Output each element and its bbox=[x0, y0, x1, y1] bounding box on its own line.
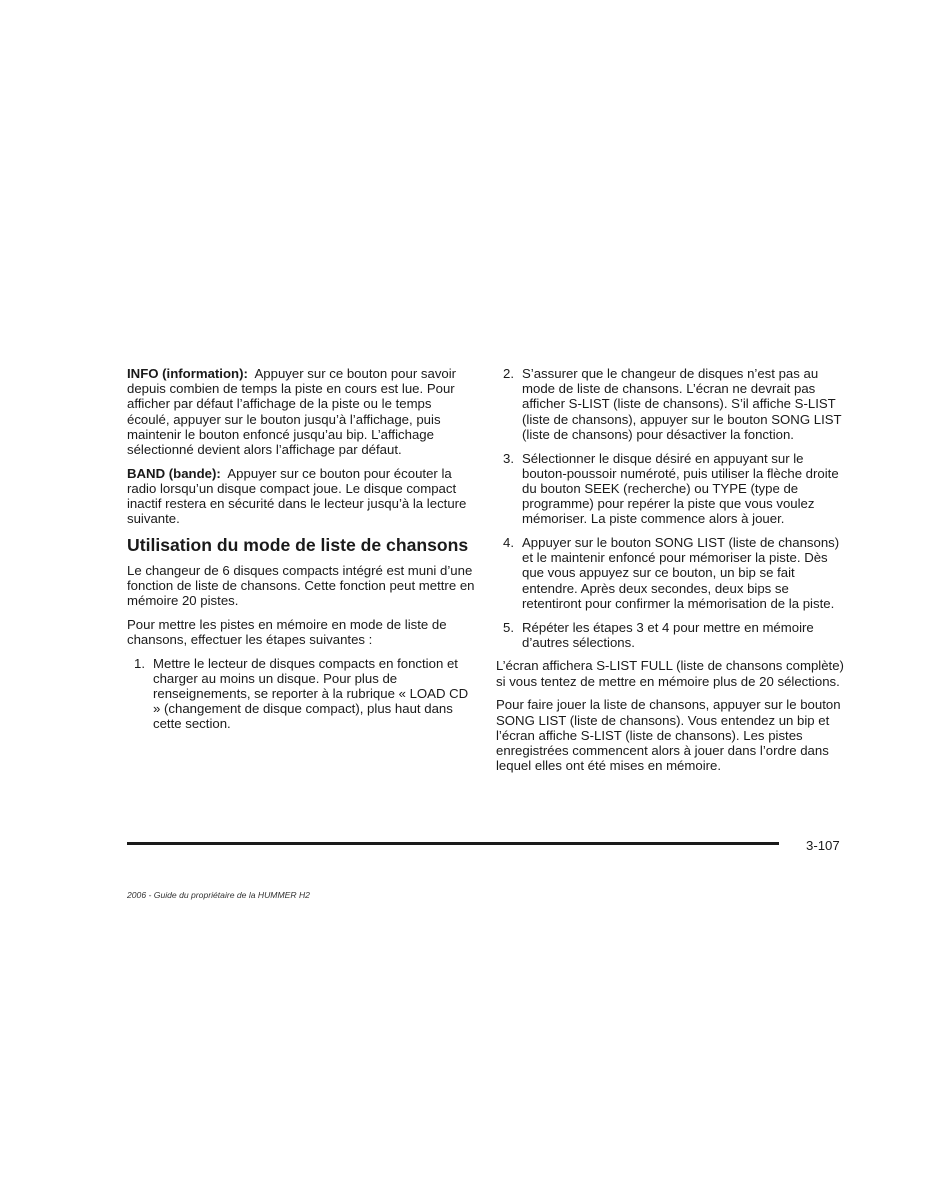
step-number: 2. bbox=[503, 366, 514, 381]
right-column bbox=[496, 366, 846, 782]
step-text: Répéter les étapes 3 et 4 pour mettre en mémoire d’autres sélections. bbox=[522, 619, 814, 650]
step-text: S’assurer que le changeur de disques n’est pas au mode de liste de chansons. L’écran ne devrait pas afficher S-LIST (liste de chansons). S’il affiche S-LIST (liste de chansons), appuyer sur le bouton SONG LIST (liste de chansons) pour désactiver la fonction. bbox=[522, 366, 842, 442]
step-number: 4. bbox=[503, 535, 514, 551]
page-number: 3-107 bbox=[806, 838, 840, 853]
steps-list-right bbox=[496, 366, 846, 650]
steps-list-left bbox=[127, 656, 475, 732]
full-list-paragraph: L’écran affichera S-LIST FULL (liste de chansons complète) si vous tentez de mettre en mémoire plus de 20 sélections. bbox=[496, 658, 844, 689]
step-text: Appuyer sur le bouton SONG LIST (liste de chansons) et le maintenir enfoncé pour mémoriser la piste. Dès que vous appuyez sur ce bouton, un bip se fait entendre. Après deux secondes, deux bips se retentiront pour confirmer la mémorisation de la piste. bbox=[522, 535, 840, 611]
section-heading: Utilisation du mode de liste de chansons bbox=[127, 534, 469, 555]
step-text: Mettre le lecteur de disques compacts en fonction et charger au moins un disque. Pour plus de renseignements, se reporter à la rubrique « LOAD CD » (changement de disque compact), plus haut dans cette section. bbox=[153, 655, 469, 732]
list-item bbox=[496, 620, 846, 650]
info-text: Appuyer sur ce bouton pour savoir depuis combien de temps la piste en cours est lue. Pour afficher par défaut l’affichage de la piste ou le temps écoulé, appuyer sur le bouton jusqu’à l’affichage, puis maintenir le bouton enfoncé jusqu’au bip. L’affichage sélectionné devient alors l’affichage par défaut. bbox=[127, 366, 457, 458]
footer-text: 2006 - Guide du propriétaire de la HUMMER H2 bbox=[127, 890, 310, 900]
band-paragraph bbox=[127, 466, 475, 527]
step-number: 1. bbox=[134, 655, 145, 671]
left-column bbox=[127, 366, 475, 740]
step-number: 5. bbox=[503, 619, 514, 635]
band-label: BAND (bande): bbox=[127, 465, 221, 481]
play-list-paragraph: Pour faire jouer la liste de chansons, appuyer sur le bouton SONG LIST (liste de chansons). Vous entendez un bip et l’écran affiche S-LIST (liste de chansons). Les pistes enregistrées commencent alors à jouer dans l’ordre dans lequel elles ont été mises en mémoire. bbox=[496, 697, 841, 774]
list-item bbox=[496, 535, 846, 611]
info-paragraph bbox=[127, 366, 475, 457]
list-item bbox=[496, 366, 846, 442]
band-text: Appuyer sur ce bouton pour écouter la radio lorsqu’un disque compact joue. Le disque compact inactif restera en sécurité dans le lecteur jusqu’à la lecture suivante. bbox=[127, 465, 467, 527]
info-label: INFO (information): bbox=[127, 366, 248, 381]
intro-paragraph: Le changeur de 6 disques compacts intégré est muni d’une fonction de liste de chansons. Cette fonction peut mettre en mémoire 20 pistes. bbox=[127, 562, 475, 608]
list-item bbox=[127, 656, 475, 732]
footer-rule bbox=[127, 842, 779, 845]
step-text: Sélectionner le disque désiré en appuyant sur le bouton-poussoir numéroté, puis utiliser la flèche droite du bouton SEEK (recherche) ou TYPE (type de programme) pour repérer la piste que vous voulez mémoriser. La piste commence alors à jouer. bbox=[522, 450, 839, 527]
steps-intro-paragraph: Pour mettre les pistes en mémoire en mode de liste de chansons, effectuer les étapes suivantes : bbox=[127, 616, 447, 647]
step-number: 3. bbox=[503, 450, 514, 466]
list-item bbox=[496, 451, 846, 527]
